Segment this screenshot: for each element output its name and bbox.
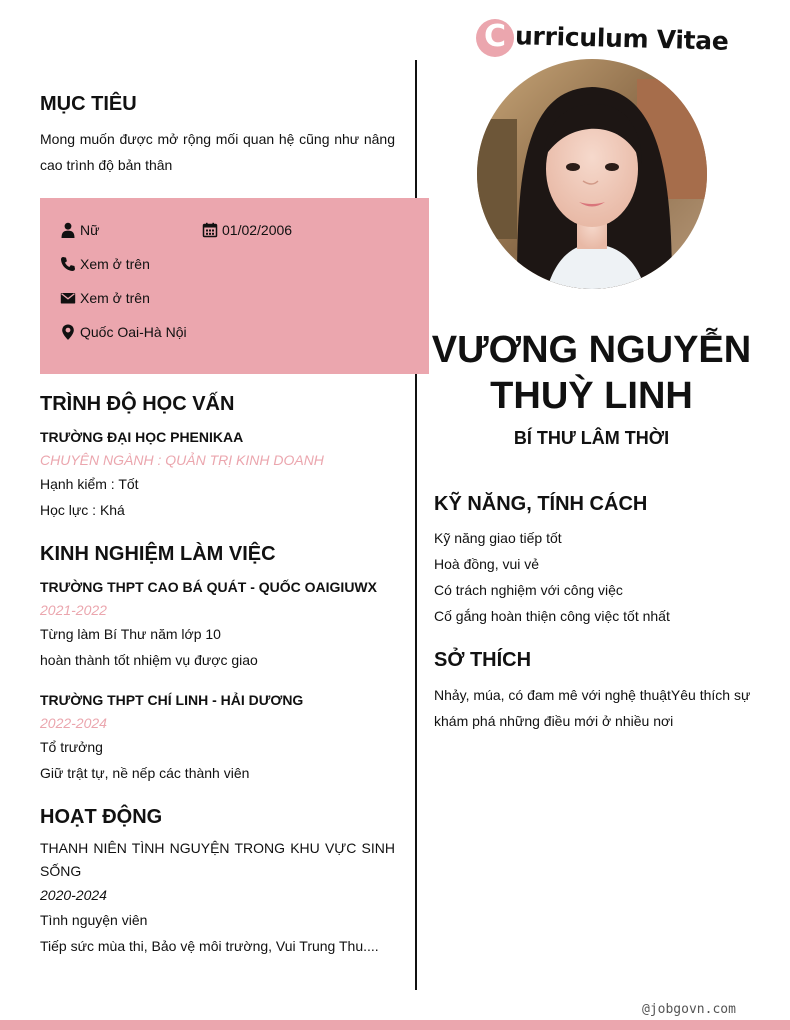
footer-bar — [0, 1020, 790, 1030]
phone-icon — [60, 256, 76, 272]
experience-line: hoàn thành tốt nhiệm vụ được giao — [40, 652, 258, 668]
education-school: TRƯỜNG ĐẠI HỌC PHENIKAA — [40, 429, 244, 445]
footer-credit: @jobgovn.com — [642, 1002, 736, 1017]
skills-title: KỸ NĂNG, TÍNH CÁCH — [434, 493, 648, 515]
experience-title: KINH NGHIỆM LÀM VIỆC — [40, 543, 276, 565]
experience-place: TRƯỜNG THPT CAO BÁ QUÁT - QUỐC OAIGIUWX — [40, 579, 377, 595]
personal-info-box — [40, 198, 429, 374]
experience-line: Từng làm Bí Thư năm lớp 10 — [40, 626, 221, 642]
envelope-icon — [60, 290, 76, 306]
experience-period: 2022-2024 — [40, 715, 107, 731]
education-major: CHUYÊN NGÀNH : QUẢN TRỊ KINH DOANH — [40, 452, 324, 468]
skill-item: Kỹ năng giao tiếp tốt — [434, 530, 562, 546]
birthday-row — [202, 220, 292, 240]
person-icon — [60, 222, 76, 238]
location-pin-icon — [60, 324, 76, 340]
phone-row — [60, 254, 150, 274]
full-name-line1: VƯƠNG NGUYỄN — [431, 329, 752, 371]
logo-letter: C — [483, 19, 507, 54]
profile-photo — [477, 59, 707, 289]
skill-item: Hoà đồng, vui vẻ — [434, 556, 540, 572]
gender-row — [60, 220, 99, 240]
objective-title: MỤC TIÊU — [40, 93, 137, 115]
email-row — [60, 288, 150, 308]
hobbies-title: SỞ THÍCH — [434, 649, 532, 671]
gender-value: Nữ — [80, 222, 100, 238]
activities-line: Tiếp sức mùa thi, Bảo vệ môi trường, Vui Trung Thu.... — [40, 938, 379, 954]
job-role: BÍ THƯ LÂM THỜI — [513, 428, 670, 448]
education-line: Học lực : Khá — [40, 502, 125, 518]
logo-circle — [476, 19, 514, 57]
activities-period: 2020-2024 — [40, 887, 107, 903]
phone-value: Xem ở trên — [80, 256, 150, 272]
address-value: Quốc Oai-Hà Nội — [80, 324, 187, 340]
experience-line: Tổ trưởng — [40, 739, 103, 755]
education-line: Hạnh kiểm : Tốt — [40, 476, 139, 492]
experience-place: TRƯỜNG THPT CHÍ LINH - HẢI DƯƠNG — [40, 692, 304, 708]
skill-item: Cố gắng hoàn thiện công việc tốt nhất — [434, 608, 670, 624]
activities-title: HOẠT ĐỘNG — [40, 806, 163, 828]
experience-line: Giữ trật tự, nề nếp các thành viên — [40, 765, 250, 781]
education-title: TRÌNH ĐỘ HỌC VẤN — [40, 393, 235, 415]
logo-text: urriculum Vitae — [514, 20, 729, 56]
full-name-line2: THUỲ LINH — [490, 375, 693, 417]
birthday-value: 01/02/2006 — [222, 222, 293, 238]
cv-logo — [476, 18, 729, 58]
skill-item: Có trách nghiệm với công việc — [434, 582, 623, 598]
hobbies-text: Nhảy, múa, có đam mê với nghệ thuậtYêu thích sự khám phá những điều mới ở nhiều nơi — [434, 687, 751, 729]
experience-period: 2021-2022 — [40, 602, 107, 618]
calendar-icon — [202, 222, 218, 238]
address-row — [60, 322, 187, 342]
activities-line: Tình nguyện viên — [40, 912, 148, 928]
activities-org: THANH NIÊN TÌNH NGUYỆN TRONG KHU VỰC SINH SỐNG — [40, 840, 395, 879]
email-value: Xem ở trên — [80, 290, 150, 306]
objective-text: Mong muốn được mở rộng mối quan hệ cũng như nâng cao trình độ bản thân — [40, 131, 395, 173]
